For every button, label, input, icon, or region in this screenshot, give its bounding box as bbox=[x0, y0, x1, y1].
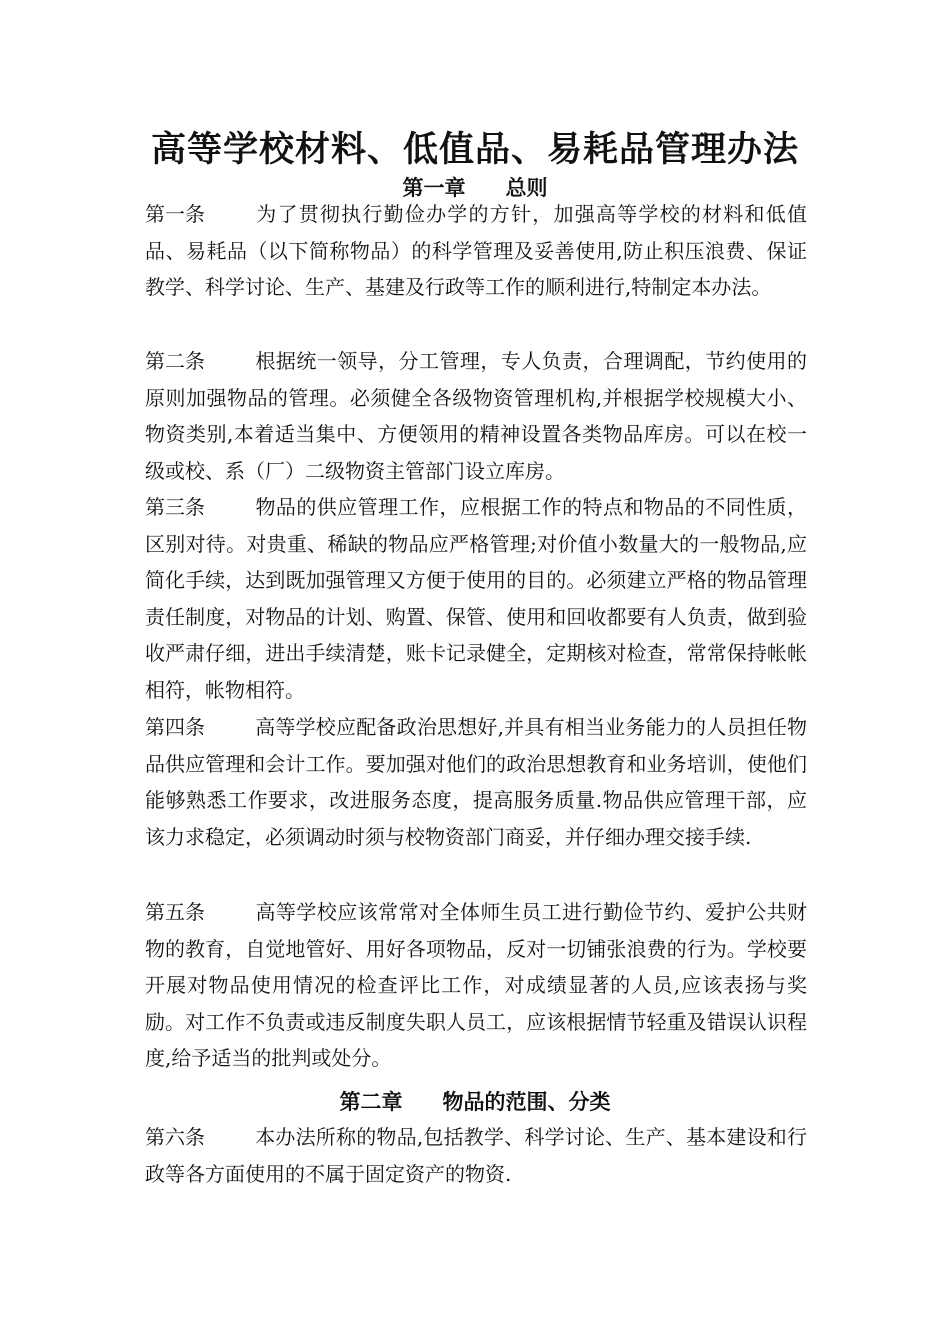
chapter-number: 第一章 bbox=[402, 175, 466, 200]
article-text: 高等学校应配备政治思想好,并具有相当业务能力的人员担任物品供应管理和会计工作。要加强对他们的政治思想教育和业务培训，使他们能够熟悉工作要求，改进服务态度，提高服务质量.物品供应管理干部，应该力求稳定，必须调动时须与校物资部门商妥，并仔细办理交接手续. bbox=[145, 715, 807, 849]
article-1 bbox=[145, 196, 807, 306]
chapter-number: 第二章 bbox=[339, 1089, 403, 1114]
article-text: 本办法所称的物品,包括教学、科学讨论、生产、基本建设和行政等各方面使用的不属于固定资产的物资. bbox=[145, 1125, 807, 1186]
article-4 bbox=[145, 709, 807, 855]
article-text: 为了贯彻执行勤俭办学的方针，加强高等学校的材料和低值品、易耗品（以下简称物品）的科学管理及妥善使用,防止积压浪费、保证教学、科学讨论、生产、基建及行政等工作的顺利进行,特制定本办法。 bbox=[145, 202, 807, 299]
article-2 bbox=[145, 343, 807, 489]
article-text: 根据统一领导，分工管理，专人负责，合理调配，节约使用的原则加强物品的管理。必须健全各级物资管理机构,并根据学校规模大小、物资类别,本着适当集中、方便领用的精神设置各类物品库房。可以在校一级或校、系（厂）二级物资主管部门设立库房。 bbox=[145, 349, 807, 483]
article-5 bbox=[145, 894, 807, 1077]
article-label: 第六条 bbox=[145, 1125, 205, 1149]
chapter-name: 总则 bbox=[505, 175, 548, 200]
article-label: 第五条 bbox=[145, 900, 205, 924]
article-text: 物品的供应管理工作，应根据工作的特点和物品的不同性质，区别对待。对贵重、稀缺的物品应严格管理;对价值小数量大的一般物品,应简化手续，达到既加强管理又方便于使用的目的。必须建立严格的物品管理责任制度，对物品的计划、购置、保管、使用和回收都要有人负责，做到验收严肃仔细，进出手续清楚，账卡记录健全，定期核对检查，常常保持帐帐相符，帐物相符。 bbox=[145, 495, 807, 702]
chapter-name: 物品的范围、分类 bbox=[442, 1089, 611, 1114]
chapter-heading-2 bbox=[0, 1088, 950, 1116]
article-label: 第四条 bbox=[145, 715, 205, 739]
article-text: 高等学校应该常常对全体师生员工进行勤俭节约、爱护公共财物的教育，自觉地管好、用好各项物品，反对一切铺张浪费的行为。学校要开展对物品使用情况的检查评比工作，对成绩显著的人员,应该表扬与奖励。对工作不负责或违反制度失职人员工，应该根据情节轻重及错误认识程度,给予适当的批判或处分。 bbox=[145, 900, 807, 1070]
article-label: 第二条 bbox=[145, 349, 205, 373]
article-3 bbox=[145, 489, 807, 708]
document-title: 高等学校材料、低值品、易耗品管理办法 bbox=[150, 129, 799, 170]
article-label: 第一条 bbox=[145, 202, 205, 226]
article-label: 第三条 bbox=[145, 495, 205, 519]
article-6 bbox=[145, 1119, 807, 1192]
